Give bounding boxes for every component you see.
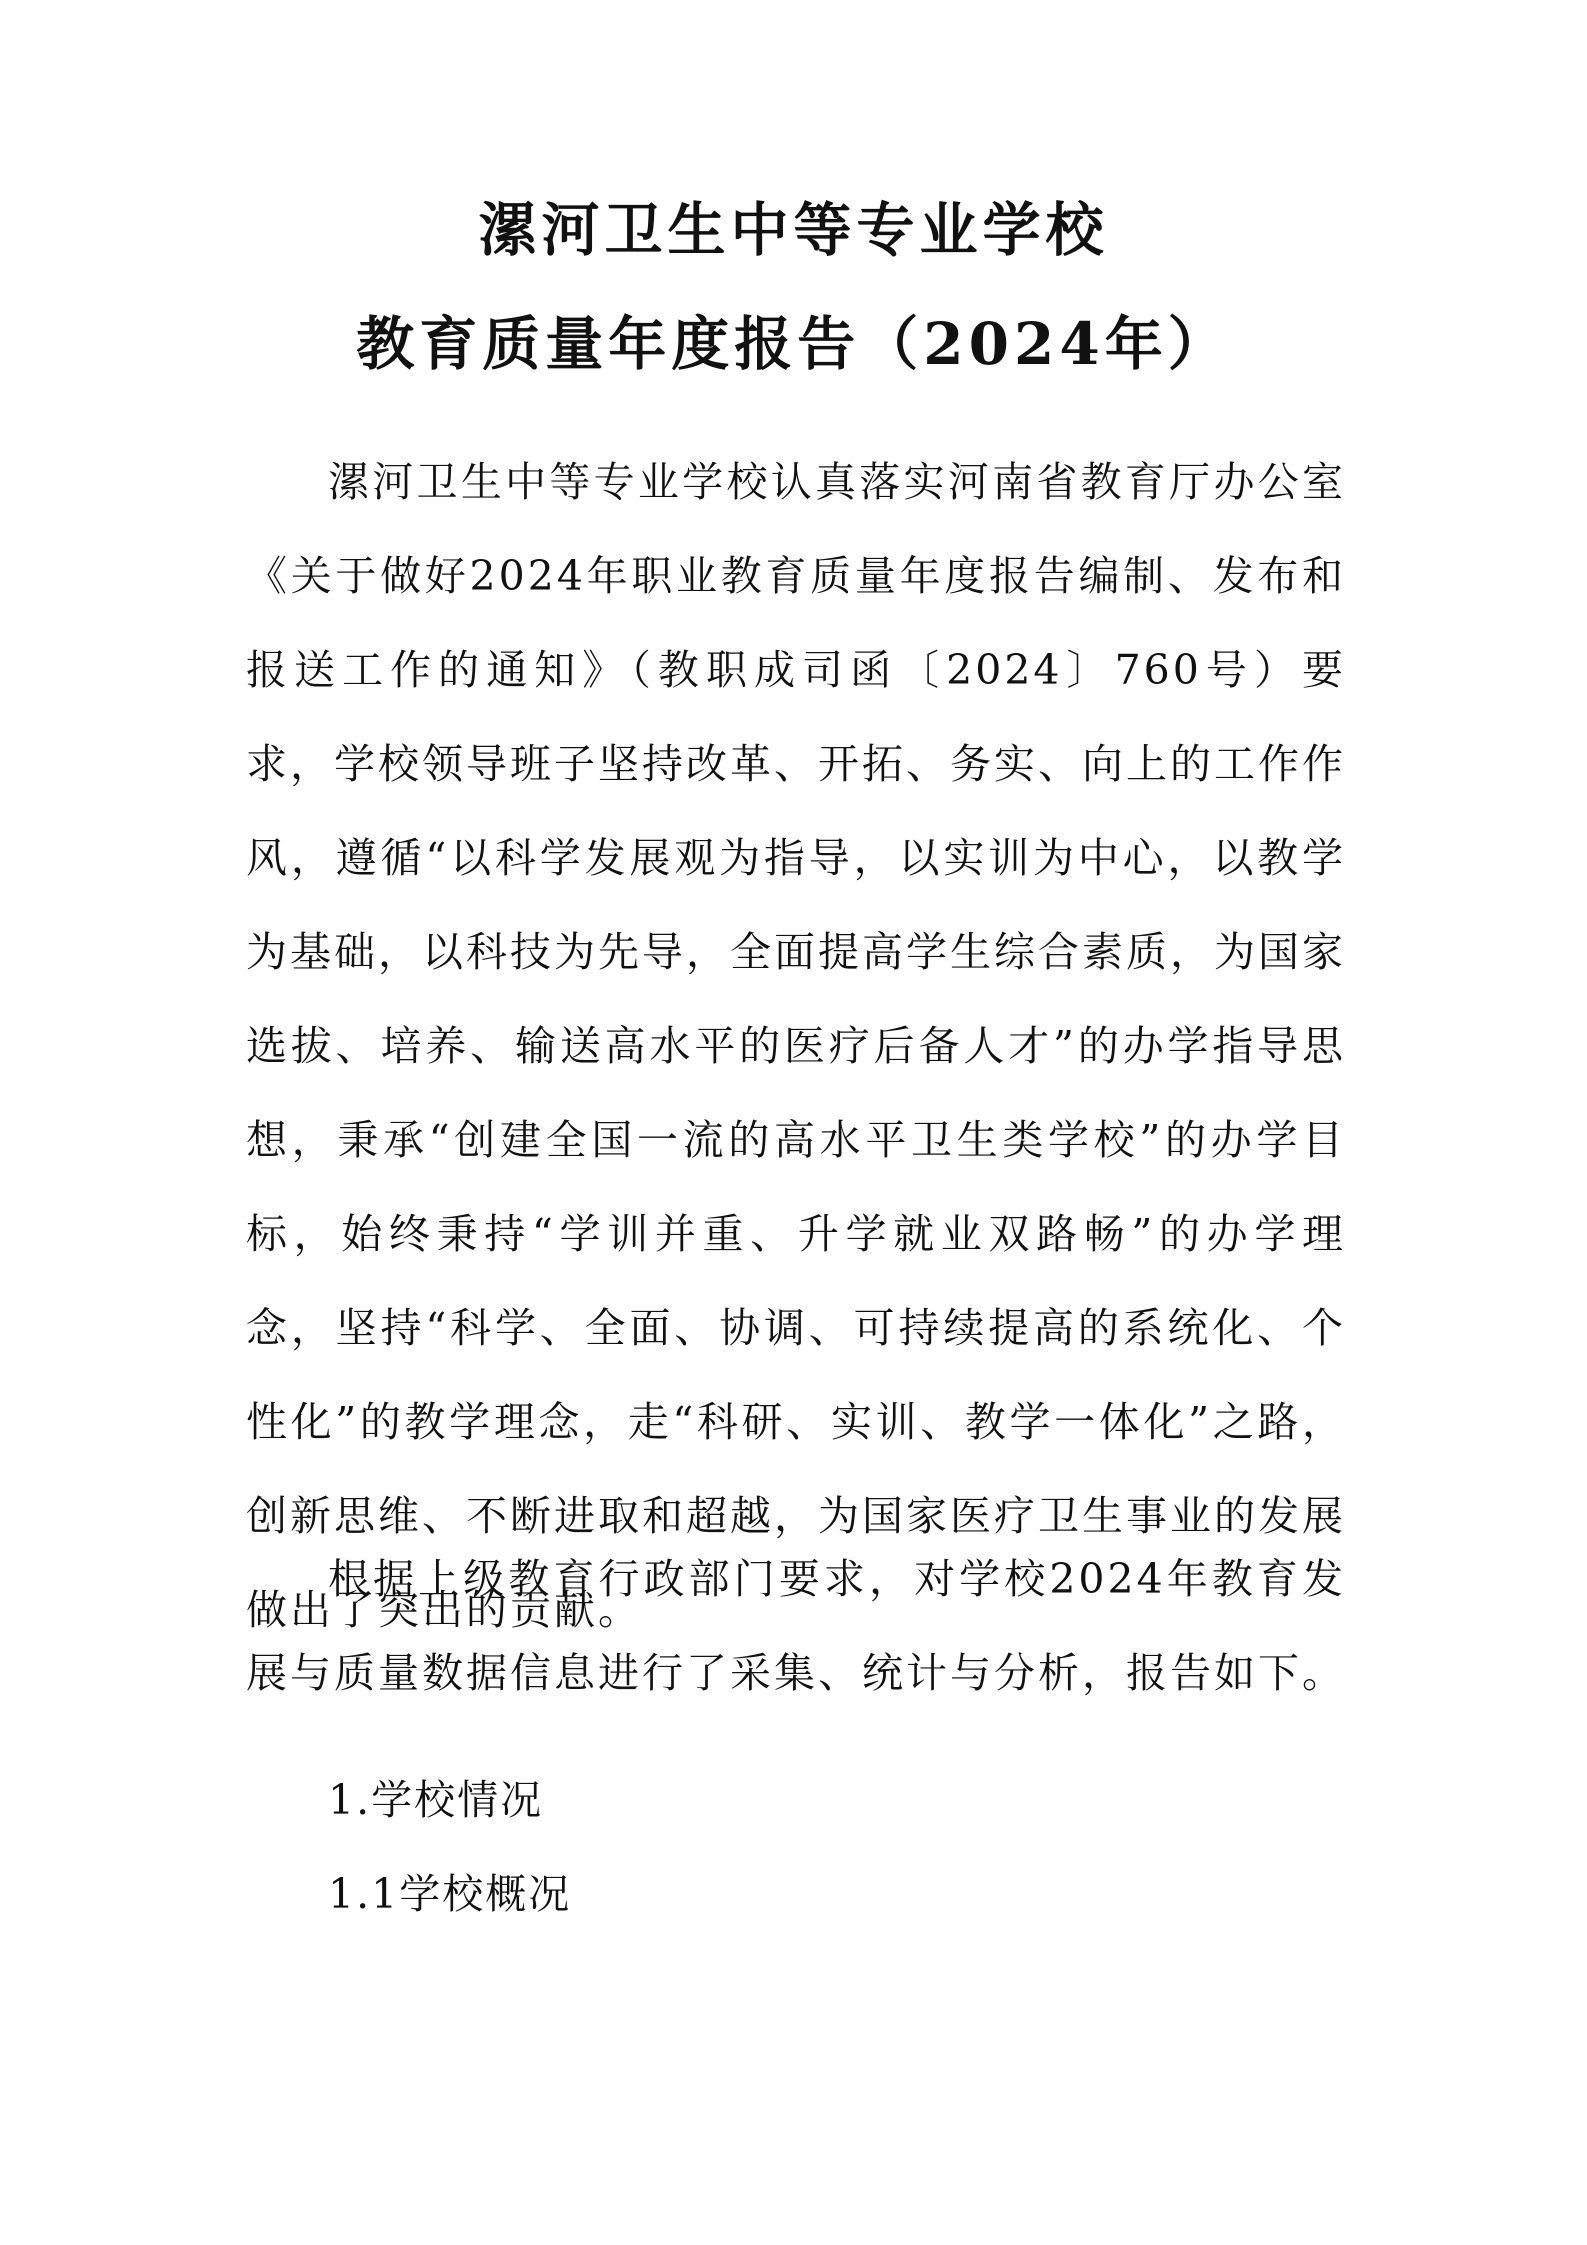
summary-paragraph-container bbox=[246, 1532, 1346, 1720]
report-title-line-2: 教育质量年度报告（2024年） bbox=[356, 310, 1231, 378]
report-title-line-1: 漯河卫生中等专业学校 bbox=[478, 196, 1109, 264]
intro-paragraph: 漯河卫生中等专业学校认真落实河南省教育厅办公室《关于做好2024年职业教育质量年度报告编制、发布和报送工作的通知》（教职成司函〔2024〕760号）要求，学校领导班子坚持改革、开拓、务实、向上的工作作风，遵循“以科学发展观为指导，以实训为中心，以教学为基础，以科技为先导，全面提高学生综合素质，为国家选拔、培养、输送高水平的医疗后备人才”的办学指导思想，秉承“创建全国一流的高水平卫生类学校”的办学目标，始终秉持“学训并重、升学就业双路畅”的办学理念，坚持“科学、全面、协调、可持续提高的系统化、个性化”的教学理念，走“科研、实训、教学一体化”之路，创新思维、不断进取和超越，为国家医疗卫生事业的发展做出了突出的贡献。 bbox=[246, 458, 1346, 1634]
intro-paragraph-container bbox=[246, 435, 1346, 1657]
subsection-heading: 1.1学校概况 bbox=[328, 1870, 572, 1918]
section-heading: 1.学校情况 bbox=[328, 1776, 544, 1824]
summary-paragraph: 根据上级教育行政部门要求，对学校2024年教育发展与质量数据信息进行了采集、统计与分析，报告如下。 bbox=[246, 1555, 1346, 1697]
